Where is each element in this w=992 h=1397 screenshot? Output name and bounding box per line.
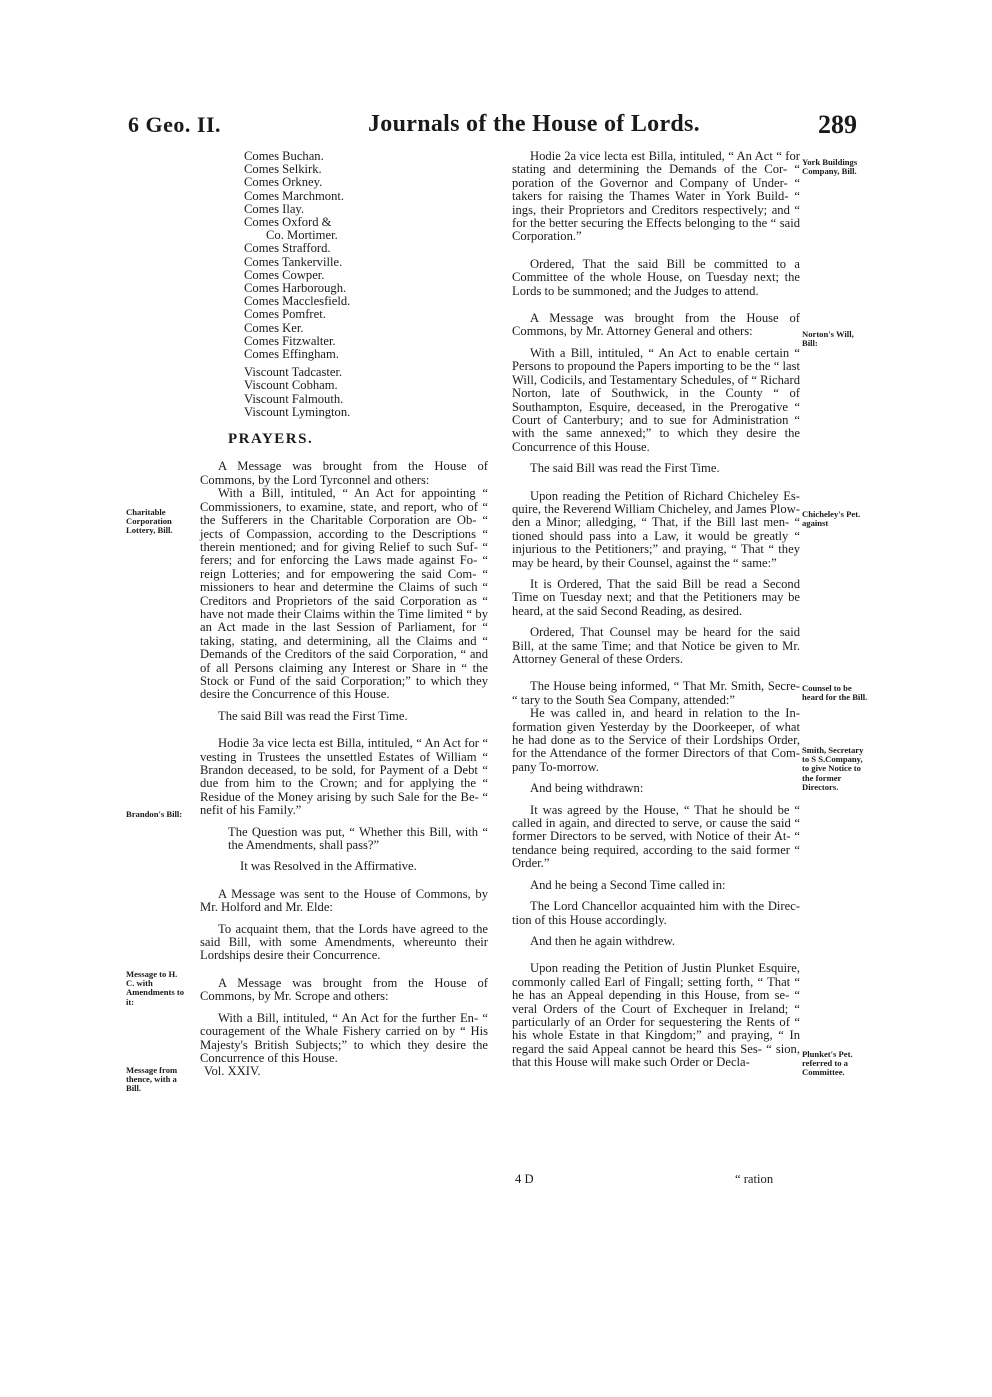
peer-entry: Viscount Tadcaster. (244, 365, 343, 380)
peer-entry: Comes Cowper. (244, 267, 325, 282)
margin-note: Charitable Corporation Lottery, Bill. (126, 507, 173, 536)
paragraph: Ordered, That Counsel may be heard for the said Bill, at the same Time; and that Notice be given to Mr. Attorney General of these Orders. (512, 625, 800, 666)
paragraph: With a Bill, intituled, “ An Act to enable certain “ Persons to propound the Papers importing to be the “ last Will, Codicils, and Testamentary Schedules, of “ Richard Norton, late of Southwick, in the County “ of Southampton, Esquire, deceased, in the Prerogative “ Court of Canterbury; and to sue for Administration “ with the same annexed;” to which they desire the Concurrence of this House. (512, 345, 800, 454)
page-number: 289 (818, 110, 857, 139)
paragraph: Hodie 2a vice lecta est Billa, intituled, “ An Act “ for stating and determining the Demands of the Cor- “ poration of the Governor and Company of Under- “ takers for raising the Thames Water in York Build- “ ings, their Proprietors and Creditors respectively; and “ for the better securing the Effects belonging to the “ said Corporation.” (512, 149, 800, 244)
peer-entry: Comes Tankerville. (244, 254, 343, 269)
paragraph: And then he again withdrew. (530, 933, 676, 948)
paragraph: With a Bill, intituled, “ An Act for appointing “ Commissioners, to examine, state, and report, who of “ the Sufferers in the Charitable Corporation are Ob- “ jects of Compassion, according to the Descriptions “ therein mentioned; and for giving Relief to such Suf- “ ferers; and for enforcing the Laws made against Fo- “ reign Lotteries; and for empowering the said Com- “ missioners to hear and determine the Claims of such “ Creditors and Proprietors of the said Corporation as “ have not made their Claims within the Time limited “ by an Act made in the last Session of Parliament, for “ taking, stating, and determining, all the Claims and “ Demands of the Creditors of the said Corporation, “ and of all Persons claiming any Interest or Share in “ the Stock or Fund of the said Corporation;” to which they desire the Concurrence of this House. (200, 486, 488, 702)
peers-list (200, 150, 488, 419)
margin-note: York Buildings Company, Bill. (802, 157, 858, 177)
margin-note: Message to H. C. with Amendments to it: (126, 969, 185, 1007)
paragraph: A Message was sent to the House of Commons, by Mr. Holford and Mr. Elde: (200, 886, 488, 915)
paragraph: And he being a Second Time called in: (530, 877, 726, 892)
catchword: “ ration (735, 1172, 774, 1186)
paragraph: A Message was brought from the House of Commons, by the Lord Tyrconnel and others: (200, 459, 488, 487)
paragraph: A Message was brought from the House of Commons, by Mr. Attorney General and others: (512, 311, 800, 339)
peer-entry: Comes Marchmont. (244, 188, 345, 203)
volume-number: Vol. XXIV. (204, 1064, 261, 1079)
peer-entry: Comes Effingham. (244, 347, 339, 362)
peer-entry: Comes Fitzwalter. (244, 333, 336, 348)
peer-entry: Viscount Cobham. (244, 378, 338, 393)
paragraph: It was Resolved in the Affirmative. (240, 859, 417, 874)
left-column (200, 150, 488, 1079)
peer-entry: Comes Oxford & (244, 215, 332, 230)
paragraph: It was agreed by the House, “ That he should be “ called in again, and directed to serve, or cause the said “ former Directors to be served, with Notice of their At- “ tendance being required, according to the said former “ Order.” (512, 802, 800, 871)
peer-entry: Comes Harborough. (244, 281, 347, 296)
peer-entry: Comes Ker. (244, 320, 304, 335)
margin-note: Counsel to be heard for the Bill. (802, 683, 868, 703)
paragraph: He was called in, and heard in relation to the In- formation given Yesterday by the Doorkeeper, of what he had done as to the Service of their Lordships Order, for the Attendance of the former Directors of that Com- pany To-morrow. (512, 706, 800, 774)
peer-entry: Viscount Lymington. (244, 404, 351, 419)
paragraph: The Question was put, “ Whether this Bill, with “ the Amendments, shall pass?” (228, 824, 488, 853)
peer-entry: Comes Ilay. (244, 201, 305, 216)
paragraph: The said Bill was read the First Time. (218, 708, 408, 723)
margin-note: Plunket's Pet. referred to a Committee. (802, 1049, 853, 1078)
paragraph: A Message was brought from the House of Commons, by Mr. Scrope and others: (200, 975, 488, 1004)
peer-entry: Comes Orkney. (244, 175, 323, 190)
right-column (512, 150, 800, 1070)
peer-entry: Comes Selkirk. (244, 162, 322, 177)
paragraph: It is Ordered, That the said Bill be read a Second Time on Tuesday next; and that the Petitioners may be heard, at the said Second Reading, as desired. (512, 576, 800, 618)
paragraph: Upon reading the Petition of Richard Chicheley Es- quire, the Reverend William Chicheley, and James Plow- den a Minor; alledging, “ That, if the Bill last men- “ tioned should pass into a Law, it would be greatly “ injurious to the Petitioners;” and praying, “ That “ they may be heard, by their Counsel, against the “ same:” (512, 488, 800, 570)
peer-entry: Comes Strafford. (244, 241, 331, 256)
peer-entry: Comes Macclesfield. (244, 294, 351, 309)
peer-entry: Comes Buchan. (244, 149, 324, 163)
margin-note: Brandon's Bill: (126, 809, 183, 819)
peer-entry: Comes Pomfret. (244, 307, 326, 322)
peer-entry: Viscount Falmouth. (244, 391, 344, 406)
paragraph: With a Bill, intituled, “ An Act for the further En- “ couragement of the Whale Fishery carried on by “ His Majesty's British Subjects;” to which they desire the Concurrence of this House. (200, 1010, 488, 1065)
paragraph: And being withdrawn: (530, 781, 644, 796)
prayers-heading: PRAYERS. (228, 431, 314, 448)
header-title: Journals of the House of Lords. (368, 111, 700, 137)
signature-mark: 4 D (515, 1172, 534, 1186)
peer-entry: Co. Mortimer. (266, 228, 338, 243)
paragraph: Upon reading the Petition of Justin Plunket Esquire, commonly called Earl of Fingall; setting forth, “ That “ he has an Appeal depending in this House, from se- “ veral Orders of the Court of Exchequer in Ireland; “ particularly of an Order for sequestering the Rents of “ his whole Estate in that Kingdom;” and praying, “ In regard the said Appeal cannot be heard this Ses- “ sion, that this House will make such Order or Decla- (512, 961, 800, 1070)
margin-note: Norton's Will, Bill: (802, 329, 854, 349)
margin-note: Smith, Secretary to S S.Company, to give Notice to the former Directors. (802, 745, 864, 792)
paragraph: Ordered, That the said Bill be committed to a Committee of the whole House, on Tuesday next; the Lords to be summoned; and the Judges to attend. (512, 256, 800, 298)
header-left: 6 Geo. II. (128, 112, 221, 137)
paragraph: To acquaint them, that the Lords have agreed to the said Bill, with some Amendments, whereunto their Lordships desire their Concurrence. (200, 921, 488, 963)
paragraph: Hodie 3a vice lecta est Billa, intituled, “ An Act for “ vesting in Trustees the unsettled Estates of William “ Brandon deceased, to be sold, for Payment of a Debt “ due from him to the Crown; and for applying the “ Residue of the Money arising by such Sale for the Be- “ nefit of his Family.” (200, 736, 488, 818)
paragraph: The said Bill was read the First Time. (530, 461, 720, 476)
margin-note: Message from thence, with a Bill. (126, 1065, 178, 1094)
paragraph: The Lord Chancellor acquainted him with the Direc- tion of this House accordingly. (512, 899, 800, 927)
margin-note: Chicheley's Pet. against (802, 509, 861, 529)
paragraph: The House being informed, “ That Mr. Smith, Secre- “ tary to the South Sea Company, attended:” (512, 679, 800, 707)
